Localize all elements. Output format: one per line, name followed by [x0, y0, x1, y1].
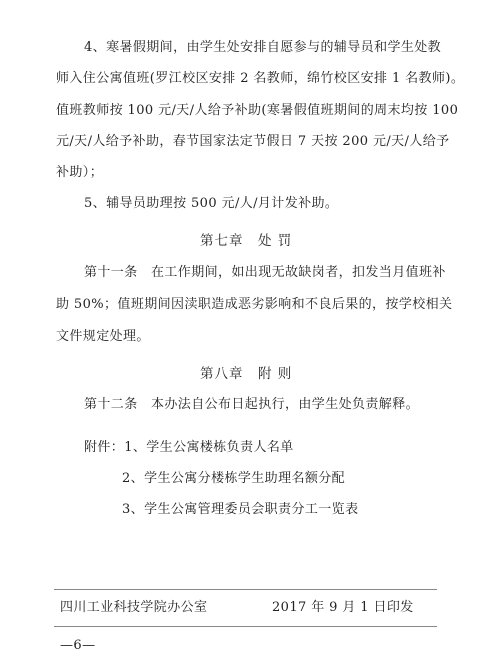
item4-line4: 元/天/人给予补助，春节国家法定节假日 7 天按 200 元/天/人给予	[56, 134, 450, 149]
chapter8-title: 第八章 附 则	[200, 366, 293, 382]
page-number: —6—	[60, 638, 96, 653]
footer-bottom-rule	[54, 626, 437, 627]
article12-line1: 第十二条 本办法自公布日起执行，由学生处负责解释。	[84, 397, 420, 412]
item4-line5: 补助）；	[56, 165, 104, 180]
attachment-item-3: 3、学生公寓管理委员会职责分工一览表	[122, 502, 359, 517]
item4-line3: 值班教师按 100 元/天/人给予补助(寒暑假值班期间的周末均按 100	[56, 103, 459, 118]
attachment-item-1: 附件：1、学生公寓楼栋负责人名单	[84, 440, 294, 455]
chapter7-title: 第七章 处 罚	[200, 233, 293, 249]
item4-line2: 师入住公寓值班(罗江校区安排 2 名教师，绵竹校区安排 1 名教师)。	[56, 71, 465, 86]
attachment-item-2: 2、学生公寓分楼栋学生助理名额分配	[122, 471, 346, 486]
article11-line3: 文件规定处理。	[56, 329, 150, 344]
footer-issuer: 四川工业科技学院办公室	[60, 600, 208, 615]
item4-line1: 4、寒暑假期间，由学生处安排自愿参与的辅导员和学生处教	[84, 40, 442, 55]
footer-date: 2017 年 9 月 1 日印发	[272, 600, 414, 615]
article11-line1: 第十一条 在工作期间，如出现无故缺岗者，扣发当月值班补	[84, 265, 446, 280]
item5-line1: 5、辅导员助理按 500 元/人/月计发补助。	[84, 196, 339, 211]
footer-top-rule	[54, 589, 437, 590]
article11-line2: 助 50%；值班期间因渎职造成恶劣影响和不良后果的，按学校相关	[56, 297, 453, 312]
